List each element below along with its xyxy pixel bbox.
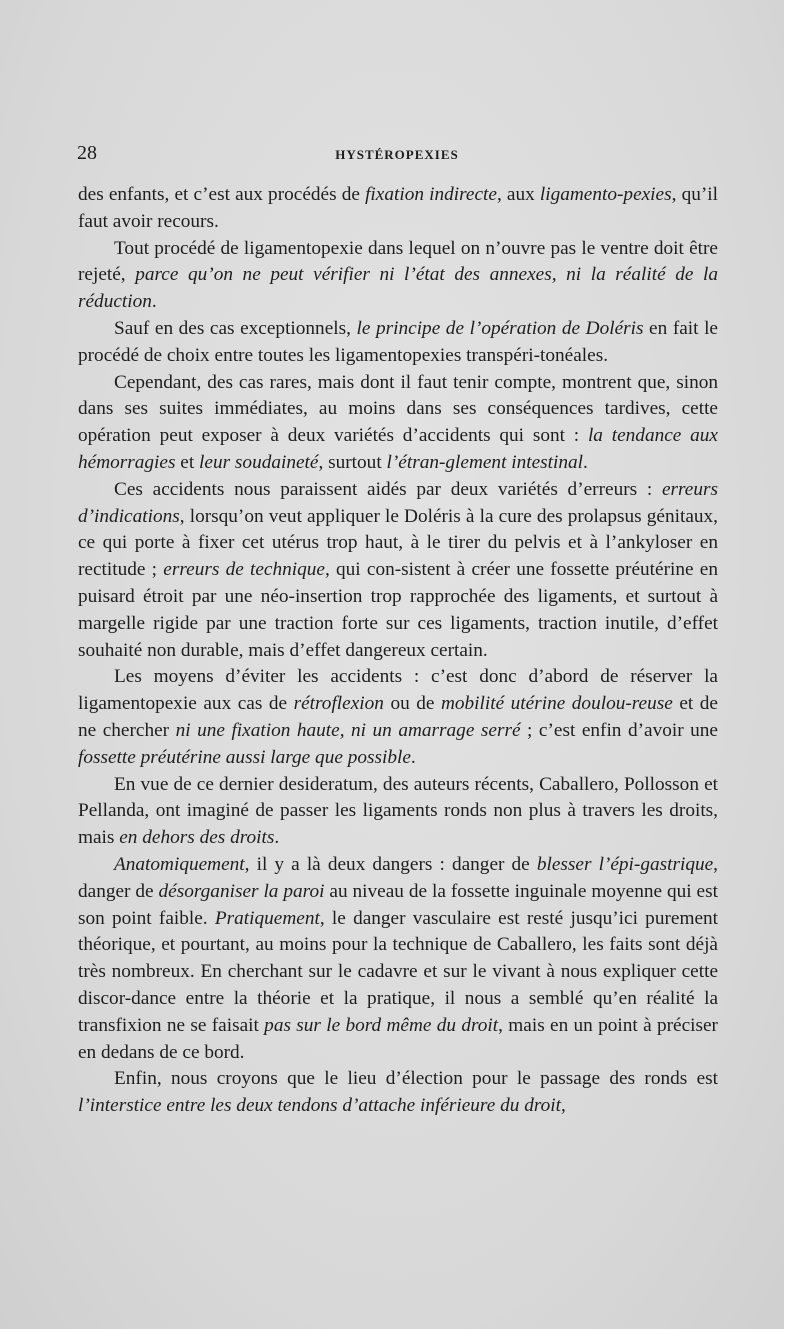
text-run: . (410, 746, 416, 768)
text-run: . (274, 827, 280, 849)
paragraph (78, 772, 718, 852)
italic-text: la tendance aux hémorragies (78, 425, 718, 473)
text-run: , aux (496, 184, 540, 205)
italic-text: fixation indirecte (365, 184, 497, 205)
italic-text: ni une fixation haute, ni un amarrage serré (175, 719, 521, 741)
running-title: HYSTÉROPEXIES (335, 147, 459, 162)
text-run: Les moyens d’éviter les accidents : c’est donc d’abord de réserver la ligamentopexie aux cas de (78, 666, 718, 715)
text-run: Enfin, nous croyons que le lieu d’élection pour le passage des ronds est (114, 1068, 718, 1090)
italic-text: en dehors des droits (119, 827, 275, 849)
text-run: au niveau de la fossette inguinale moyenne qui est son point faible. (78, 880, 718, 929)
text-run: , qui con-sistent à créer une fossette préutérine en puisard étroit par une néo-insertion trop rapprochée des ligaments, et surtout à margelle rigide par une traction forte sur ces ligaments, traction inutile, d’effet souhaité non durable, mais d’effet dangereux certain. (78, 559, 718, 661)
paragraph (78, 852, 718, 1066)
italic-text: Pratiquement (214, 907, 320, 929)
text-run: . (151, 291, 157, 313)
italic-text: mobilité utérine doulou-reuse (440, 693, 673, 715)
paragraph (78, 316, 718, 370)
text-run: Sauf en des cas exceptionnels, (114, 317, 357, 339)
text-run: en fait le procédé de choix entre toutes les ligamentopexies transpéri-tonéales. (78, 317, 718, 366)
italic-text: l’étran-glement intestinal (386, 451, 584, 473)
paragraph (78, 664, 718, 771)
italic-text: leur soudaineté (199, 451, 319, 473)
text-run: et (175, 451, 200, 473)
italic-text: erreurs d’indications (78, 478, 718, 527)
text-run: En vue de ce dernier desideratum, des auteurs récents, Caballero, Pollosson et Pellanda, ont imaginé de passer les ligaments ronds non plus à travers les droits, mais (78, 773, 718, 849)
text-run: , lorsqu’on veut appliquer le Doléris à la cure des prolapsus génitaux, ce qui porte à fixer cet utérus trop haut, à le tirer du pelvis et à l’ankyloser en rectitude ; (78, 505, 718, 581)
italic-text: parce qu’on ne peut vérifier ni l’état des annexes, ni la réalité de la réduction (78, 264, 718, 313)
italic-text: rétroflexion (293, 693, 384, 715)
paragraph (78, 370, 718, 477)
italic-text: blesser l’épi-gastrique (536, 853, 714, 875)
italic-text: fossette préutérine aussi large que possible (78, 746, 411, 768)
italic-text: désorganiser la paroi (158, 880, 325, 902)
text-run: Ces accidents nous paraissent aidés par deux variétés d’erreurs : (114, 478, 662, 500)
text-run: , qu’il faut avoir recours. (78, 184, 718, 232)
page-number: 28 (77, 142, 97, 164)
italic-text: pas sur le bord même du droit (264, 1014, 499, 1036)
text-run: ; c’est enfin d’avoir une (520, 719, 718, 741)
text-run: , mais en un point à préciser en dedans de ce bord. (78, 1014, 718, 1063)
italic-text: l’interstice entre les deux tendons d’attache inférieure du droit (78, 1095, 561, 1117)
text-run: . (583, 451, 588, 473)
text-run: , (560, 1095, 566, 1117)
scan-edge (784, 0, 792, 1329)
text-run: Tout procédé de ligamentopexie dans lequel on n’ouvre pas le ventre doit être rejeté, (78, 237, 718, 286)
body-text (78, 182, 718, 1120)
italic-text: erreurs de technique (163, 559, 325, 581)
text-run: , danger de (78, 853, 718, 902)
text-run: des enfants, et c’est aux procédés de (78, 184, 366, 205)
text-run: , le danger vasculaire est resté jusqu’ici purement théorique, et pourtant, au moins pour la technique de Caballero, les faits sont déjà très nombreux. En cherchant sur le cadavre et sur le vivant à nous expliquer cette discor-dance entre la théorie et la pratique, il nous a semblé qu’en réalité la transfixion ne se faisait (78, 907, 718, 1036)
text-run: , il y a là deux dangers : danger de (244, 853, 537, 875)
paragraph (78, 477, 718, 665)
text-run: , surtout (318, 451, 387, 473)
paragraph (78, 182, 718, 236)
paragraph (78, 236, 718, 316)
text-run: Cependant, des cas rares, mais dont il faut tenir compte, montrent que, sinon dans ses suites immédiates, au moins dans ses conséquences tardives, cette opération peut exposer à deux variétés d’accidents qui sont : (78, 371, 718, 447)
text-run: et de ne chercher (78, 693, 718, 741)
italic-text: le principe de l’opération de Doléris (356, 317, 644, 339)
paragraph (78, 1066, 718, 1120)
italic-text: ligamento-pexies (539, 184, 672, 205)
text-run: ou de (383, 693, 441, 715)
page-header (77, 142, 717, 170)
italic-text: Anatomiquement (114, 853, 245, 875)
